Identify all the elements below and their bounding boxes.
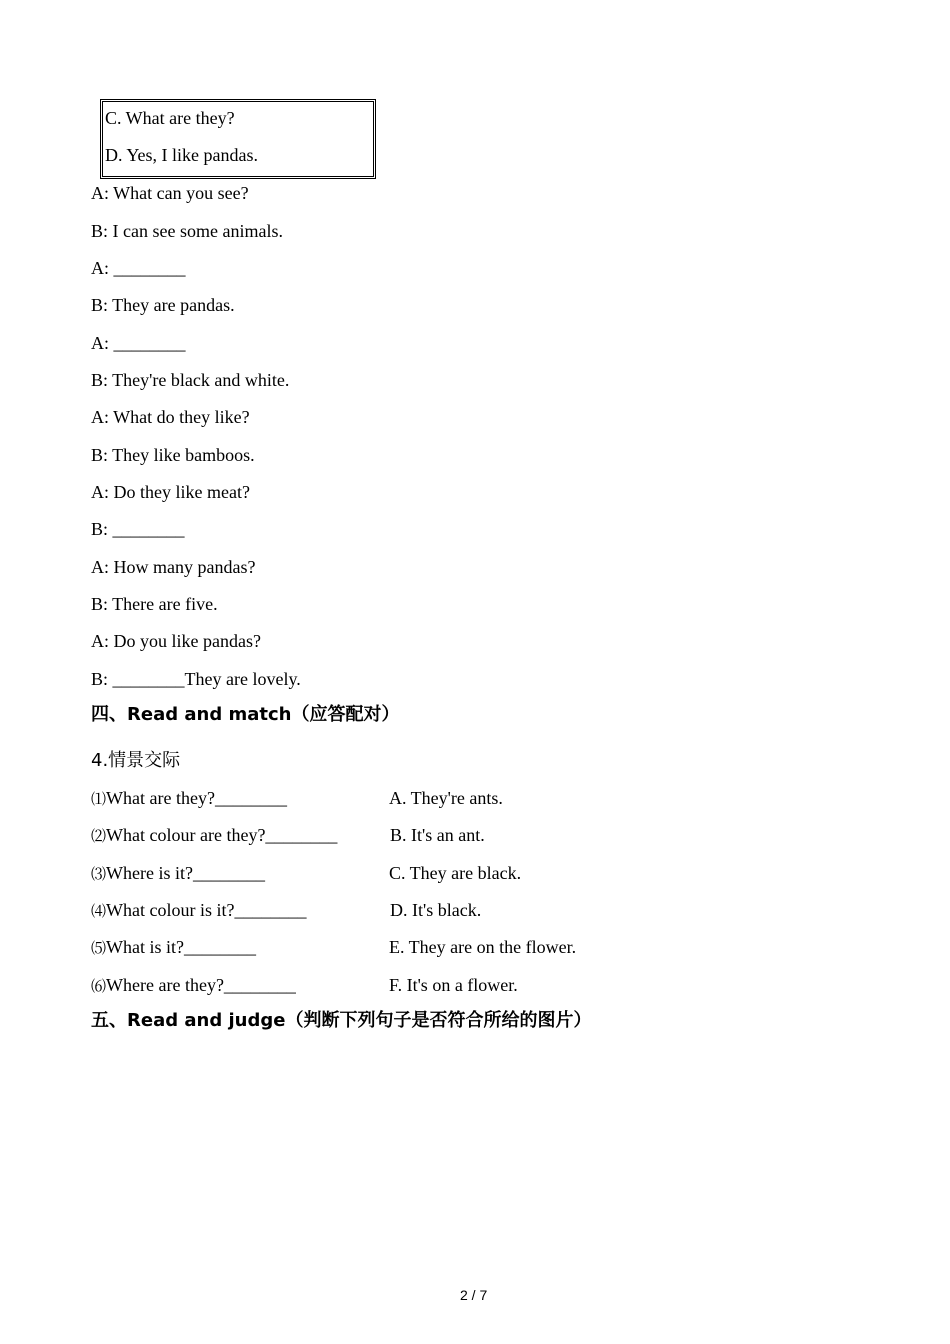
answer-item: C. They are black. xyxy=(389,863,522,883)
dialogue-line: A: Do you like pandas? xyxy=(91,631,261,651)
question-number: ⑴ xyxy=(91,792,107,808)
answer-item: A. They're ants. xyxy=(389,788,503,808)
dialogue-line: B: There are five. xyxy=(91,594,218,614)
dialogue-line: B: They like bamboos. xyxy=(91,445,255,465)
dialogue-line: A: What do they like? xyxy=(91,407,250,427)
dialogue-line: B: They're black and white. xyxy=(91,370,290,390)
answer-item: F. It's on a flower. xyxy=(389,975,518,995)
answer-item: B. It's an ant. xyxy=(390,825,485,845)
question-text: What is it?________ xyxy=(106,937,256,957)
question-number: ⑵ xyxy=(91,829,107,845)
answer-item: D. It's black. xyxy=(390,900,482,920)
question-item xyxy=(91,974,296,998)
question-item xyxy=(91,899,306,923)
question-number: ⑸ xyxy=(91,941,107,957)
option-d: D. Yes, I like pandas. xyxy=(105,145,258,165)
question-text: What colour are they?________ xyxy=(106,825,338,845)
option-c: C. What are they? xyxy=(105,108,235,128)
section-5-heading: 五、Read and judge（判断下列句子是否符合所给的图片） xyxy=(91,1010,592,1031)
question-item xyxy=(91,787,287,811)
question-text: What are they?________ xyxy=(106,788,287,808)
answer-item: E. They are on the flower. xyxy=(389,937,577,957)
question-number: ⑶ xyxy=(91,867,107,883)
dialogue-line: A: Do they like meat? xyxy=(91,482,250,502)
dialogue-line: B: I can see some animals. xyxy=(91,221,283,241)
question-text: What colour is it?________ xyxy=(106,900,307,920)
options-box xyxy=(100,99,376,179)
question-text: Where are they?________ xyxy=(106,975,296,995)
dialogue-line: B: They are pandas. xyxy=(91,295,235,315)
section-4-subheading: 4.情景交际 xyxy=(91,750,181,771)
dialogue-line: A: ________ xyxy=(91,333,186,353)
dialogue-line: A: What can you see? xyxy=(91,183,249,203)
question-text: Where is it?________ xyxy=(106,863,265,883)
dialogue-line: A: ________ xyxy=(91,258,186,278)
dialogue-line: B: ________They are lovely. xyxy=(91,669,301,689)
dialogue-line: B: ________ xyxy=(91,519,185,539)
question-item xyxy=(91,862,265,886)
question-number: ⑹ xyxy=(91,979,107,995)
page-number: 2 / 7 xyxy=(460,1287,488,1303)
question-item xyxy=(91,936,256,960)
question-number: ⑷ xyxy=(91,904,107,920)
question-item xyxy=(91,824,337,848)
section-4-heading: 四、Read and match（应答配对） xyxy=(91,704,400,725)
dialogue-line: A: How many pandas? xyxy=(91,557,256,577)
